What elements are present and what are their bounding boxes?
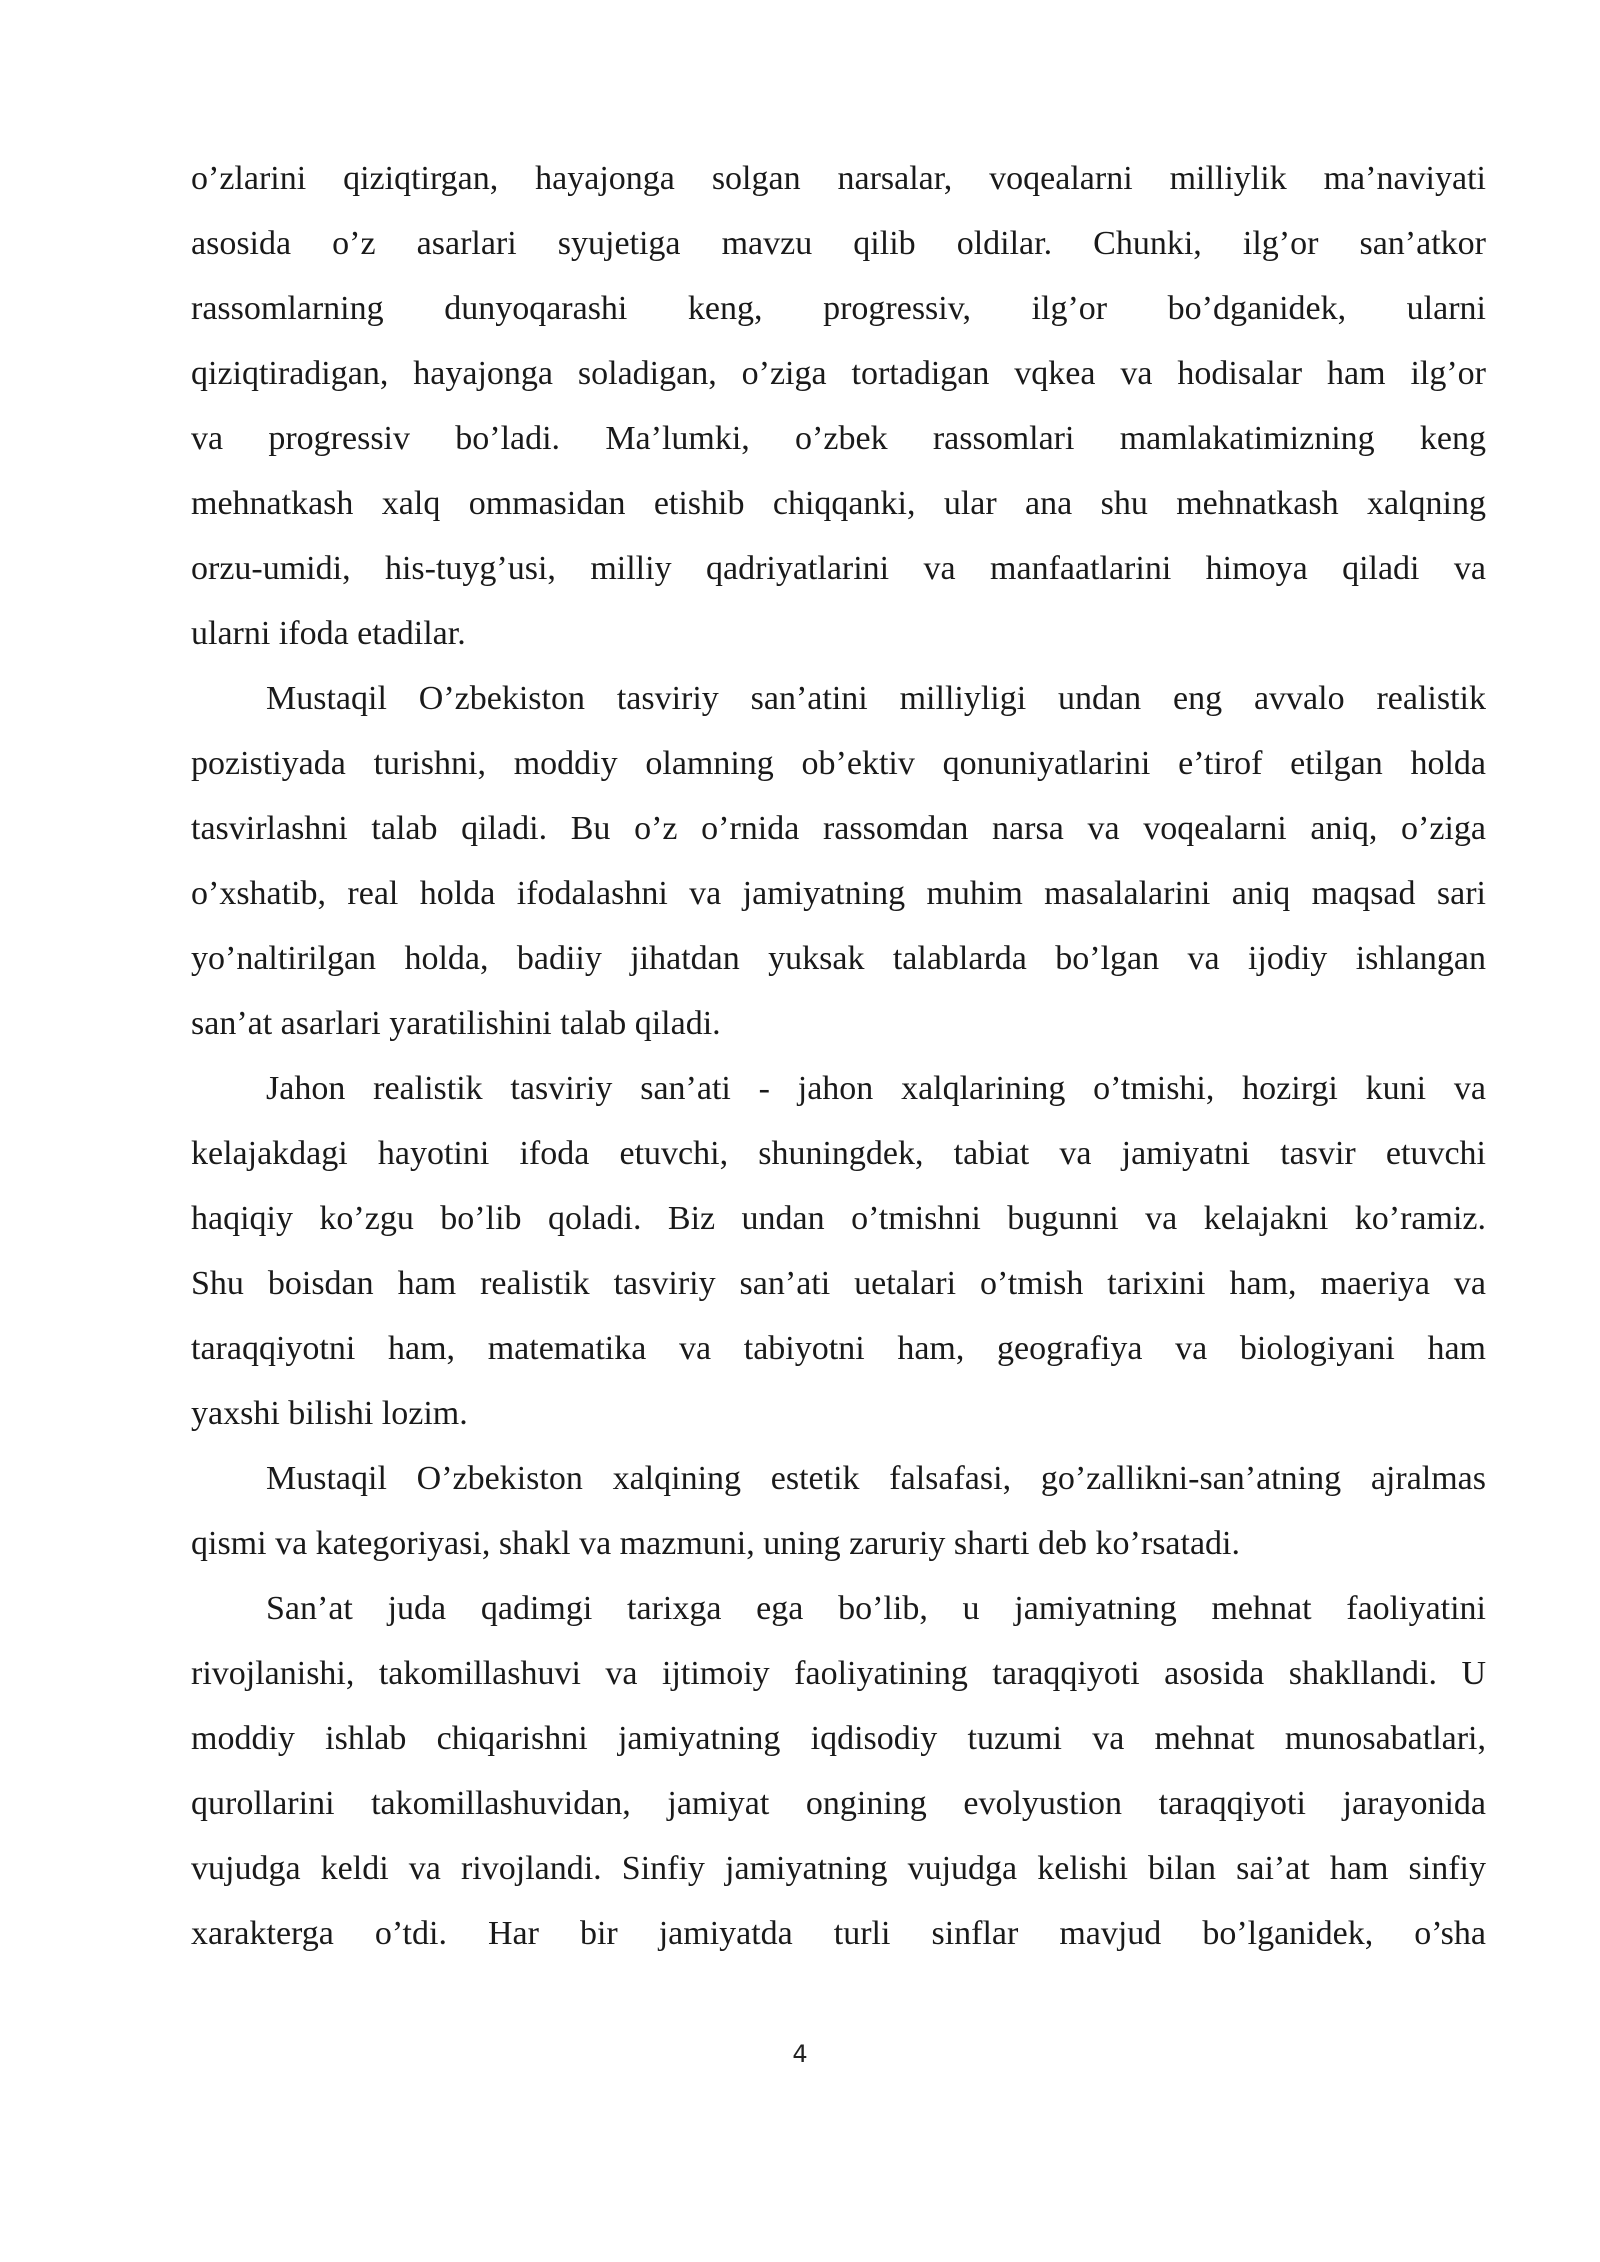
page-number: 4 <box>792 2040 808 2068</box>
text-line: mehnatkash xalq ommasidan etishib chiqqanki, ular ana shu mehnatkash xalqning <box>191 485 1486 522</box>
text-line: Jahon realistik tasviriy san’ati - jahon xalqlarining o’tmishi, hozirgi kuni va <box>266 1070 1486 1107</box>
text-line: kelajakdagi hayotini ifoda etuvchi, shuningdek, tabiat va jamiyatni tasvir etuvchi <box>191 1135 1486 1172</box>
text-line: san’at asarlari yaratilishini talab qiladi. <box>191 1005 721 1042</box>
text-line: asosida o’z asarlari syujetiga mavzu qilib oldilar. Chunki, ilg’or san’atkor <box>191 225 1486 262</box>
text-line: moddiy ishlab chiqarishni jamiyatning iqdisodiy tuzumi va mehnat munosabatlari, <box>191 1720 1486 1757</box>
text-line: Mustaqil O’zbekiston xalqining estetik falsafasi, go’zallikni-san’atning ajralmas <box>266 1460 1486 1497</box>
text-line: o’xshatib, real holda ifodalashni va jamiyatning muhim masalalarini aniq maqsad sari <box>191 875 1486 912</box>
text-line: rivojlanishi, takomillashuvi va ijtimoiy faoliyatining taraqqiyoti asosida shakllandi. U <box>191 1655 1486 1692</box>
text-line: ularni ifoda etadilar. <box>191 615 466 652</box>
text-line: Mustaqil O’zbekiston tasviriy san’atini milliyligi undan eng avvalo realistik <box>266 680 1486 717</box>
text-line: xarakterga o’tdi. Har bir jamiyatda turli sinflar mavjud bo’lganidek, o’sha <box>191 1915 1486 1952</box>
text-line: taraqqiyotni ham, matematika va tabiyotni ham, geografiya va biologiyani ham <box>191 1330 1486 1367</box>
text-line: orzu-umidi, his-tuyg’usi, milliy qadriyatlarini va manfaatlarini himoya qiladi va <box>191 550 1486 587</box>
text-line: rassomlarning dunyoqarashi keng, progressiv, ilg’or bo’dganidek, ularni <box>191 290 1486 327</box>
text-line: qurollarini takomillashuvidan, jamiyat ongining evolyustion taraqqiyoti jarayonida <box>191 1785 1486 1822</box>
body-text <box>191 146 1486 1966</box>
text-line: yo’naltirilgan holda, badiiy jihatdan yuksak talablarda bo’lgan va ijodiy ishlangan <box>191 940 1486 977</box>
text-line: va progressiv bo’ladi. Ma’lumki, o’zbek rassomlari mamlakatimizning keng <box>191 420 1486 457</box>
text-line: haqiqiy ko’zgu bo’lib qoladi. Biz undan o’tmishni bugunni va kelajakni ko’ramiz. <box>191 1200 1486 1237</box>
text-line: San’at juda qadimgi tarixga ega bo’lib, u jamiyatning mehnat faoliyatini <box>266 1590 1486 1627</box>
text-line: qismi va kategoriyasi, shakl va mazmuni, uning zaruriy sharti deb ko’rsatadi. <box>191 1525 1241 1562</box>
text-line: tasvirlashni talab qiladi. Bu o’z o’rnida rassomdan narsa va voqealarni aniq, o’ziga <box>191 810 1486 847</box>
text-line: yaxshi bilishi lozim. <box>191 1395 468 1432</box>
text-line: pozistiyada turishni, moddiy olamning ob’ektiv qonuniyatlarini e’tirof etilgan holda <box>191 745 1486 782</box>
text-line: vujudga keldi va rivojlandi. Sinfiy jamiyatning vujudga kelishi bilan sai’at ham sinfiy <box>191 1850 1486 1887</box>
text-line: Shu boisdan ham realistik tasviriy san’ati uetalari o’tmish tarixini ham, maeriya va <box>191 1265 1486 1302</box>
text-line: qiziqtiradigan, hayajonga soladigan, o’ziga tortadigan vqkea va hodisalar ham ilg’or <box>191 355 1486 392</box>
text-line: o’zlarini qiziqtirgan, hayajonga solgan narsalar, voqealarni milliylik ma’naviyati <box>191 160 1486 197</box>
